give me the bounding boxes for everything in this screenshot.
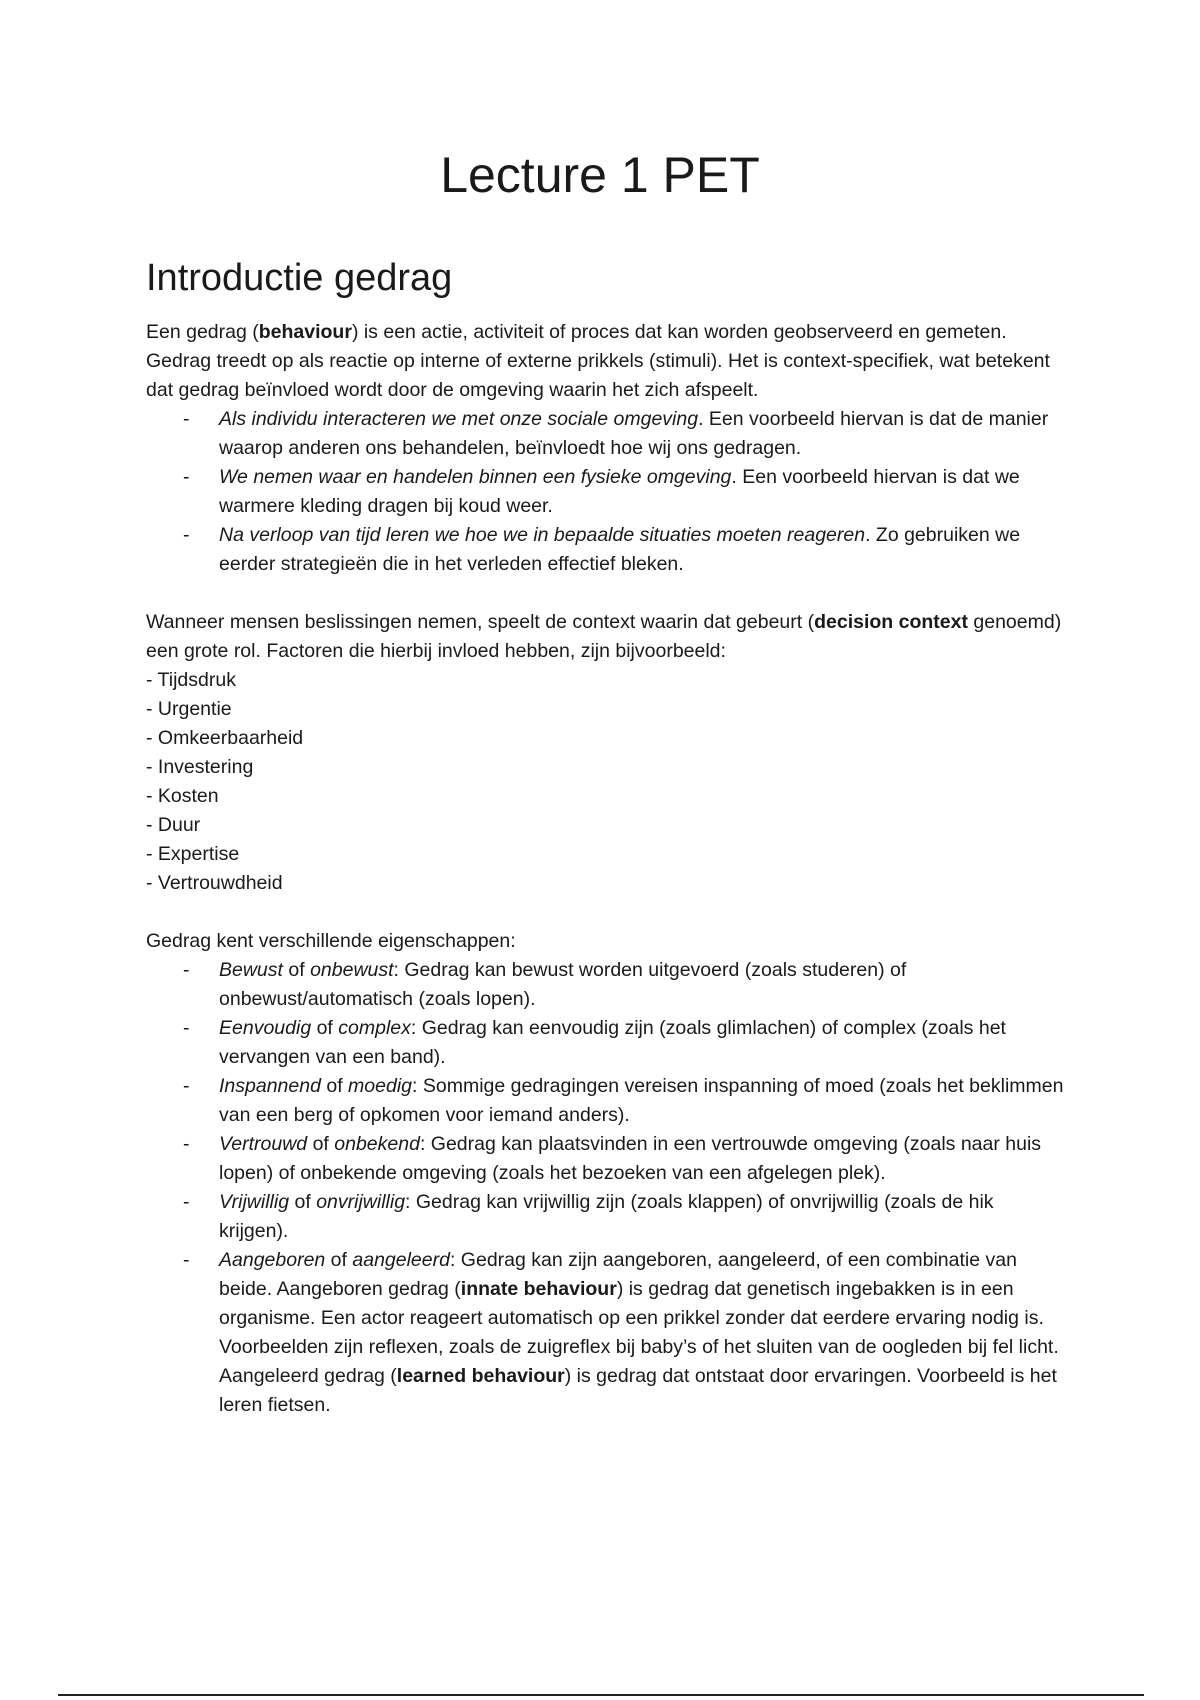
decision-context-paragraph: Wanneer mensen beslissingen nemen, speelt de context waarin dat gebeurt (decision context genoemd) een grote rol. Factoren die hierbij invloed hebben, zijn bijvoorbeeld:	[146, 611, 1062, 662]
properties-intro: Gedrag kent verschillende eigenschappen:	[146, 930, 516, 952]
document-body	[146, 318, 1066, 1420]
context-bullet-list	[146, 405, 1066, 579]
list-item: - Urgentie	[146, 698, 232, 720]
term-learned-behaviour: learned behaviour	[396, 1365, 565, 1387]
list-item: - We nemen waar en handelen binnen een fysieke omgeving. Een voorbeeld hiervan is dat we warmere kleding dragen bij koud weer.	[219, 463, 1066, 521]
term-innate-behaviour: innate behaviour	[460, 1278, 617, 1300]
factors-list	[146, 666, 1066, 898]
list-item: - Tijdsdruk	[146, 669, 236, 691]
list-item: - Investering	[146, 756, 254, 778]
list-item: - Bewust of onbewust: Gedrag kan bewust worden uitgevoerd (zoals studeren) of onbewust/automatisch (zoals lopen).	[219, 956, 1066, 1014]
list-item: - Na verloop van tijd leren we hoe we in bepaalde situaties moeten reageren. Zo gebruiken we eerder strategieën die in het verleden effectief bleken.	[219, 521, 1066, 579]
list-item: - Als individu interacteren we met onze sociale omgeving. Een voorbeeld hiervan is dat de manier waarop anderen ons behandelen, beïnvloedt hoe wij ons gedragen.	[219, 405, 1066, 463]
list-item: - Expertise	[146, 843, 240, 865]
list-item: - Duur	[146, 814, 201, 836]
list-item: - Aangeboren of aangeleerd: Gedrag kan zijn aangeboren, aangeleerd, of een combinatie van beide. Aangeboren gedrag (innate behaviour) is gedrag dat genetisch ingebakken is in een organisme. Een actor reageert automatisch op een prikkel zonder dat eerdere ervaring nodig is. Voorbeelden zijn reflexen, zoals de zuigreflex bij baby’s of het sluiten van de oogleden bij fel licht. Aangeleerd gedrag (learned behaviour) is gedrag dat ontstaat door ervaringen. Voorbeeld is het leren fietsen.	[219, 1246, 1066, 1420]
list-item: - Omkeerbaarheid	[146, 727, 304, 749]
list-item: - Vrijwillig of onvrijwillig: Gedrag kan vrijwillig zijn (zoals klappen) of onvrijwillig (zoals de hik krijgen).	[219, 1188, 1066, 1246]
section-heading: Introductie gedrag	[146, 257, 453, 299]
intro-paragraph: Een gedrag (behaviour) is een actie, activiteit of proces dat kan worden geobserveerd en gemeten. Gedrag treedt op als reactie op interne of externe prikkels (stimuli). Het is context-specifiek, wat betekent dat gedrag beïnvloed wordt door de omgeving waarin het zich afspeelt.	[146, 321, 1050, 401]
list-item: - Inspannend of moedig: Sommige gedragingen vereisen inspanning of moed (zoals het beklimmen van een berg of opkomen voor iemand anders).	[219, 1072, 1066, 1130]
page-divider	[58, 1694, 1144, 1696]
page-title: Lecture 1 PET	[440, 147, 760, 203]
properties-list	[146, 956, 1066, 1420]
term-decision-context: decision context	[814, 611, 968, 633]
list-item: - Eenvoudig of complex: Gedrag kan eenvoudig zijn (zoals glimlachen) of complex (zoals het vervangen van een band).	[219, 1014, 1066, 1072]
list-item: - Kosten	[146, 785, 219, 807]
list-item: - Vertrouwd of onbekend: Gedrag kan plaatsvinden in een vertrouwde omgeving (zoals naar huis lopen) of onbekende omgeving (zoals het bezoeken van een afgelegen plek).	[219, 1130, 1066, 1188]
list-item: - Vertrouwdheid	[146, 872, 283, 894]
term-behaviour: behaviour	[258, 321, 352, 343]
